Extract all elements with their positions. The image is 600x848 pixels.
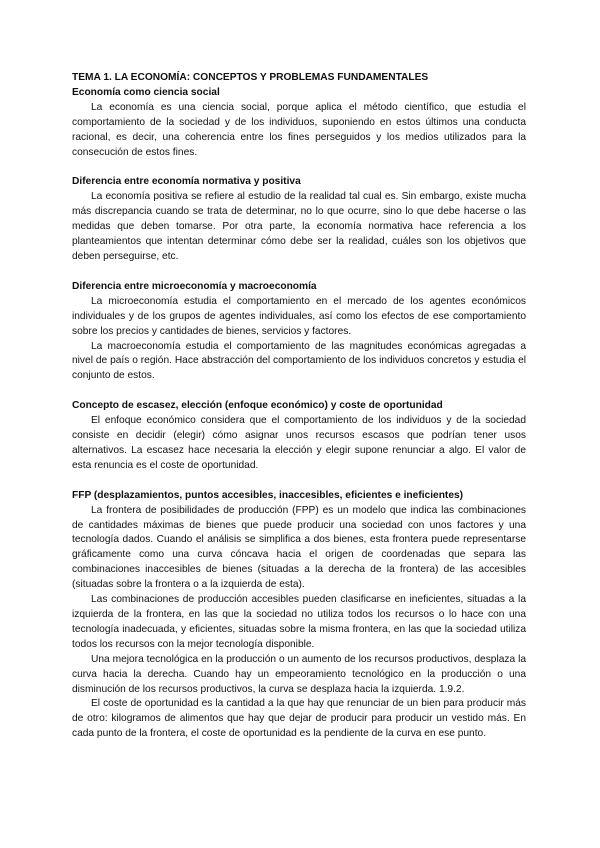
section-heading: FFP (desplazamientos, puntos accesibles, inaccesibles, eficientes e ineficientes)	[72, 489, 464, 501]
paragraph: Las combinaciones de producción accesibles pueden clasificarse en ineficientes, situadas a la izquierda de la frontera, en las que la sociedad no utiliza todos los recursos o lo hace con una tecnología inadecuada, y eficientes, situadas sobre la misma frontera, en las que la sociedad utiliza todos los recursos con la mejor tecnología disponible.	[72, 594, 526, 650]
paragraph: La economía positiva se refiere al estudio de la realidad tal cual es. Sin embargo, existe mucha más discrepancia cuando se trata de determinar, no lo que ocurre, sino lo que debe hacerse o las medidas que deben tomarse. Por otra parte, la economía normativa hace referencia a los planteamientos que intentan determinar cómo debe ser la realidad, cuáles son los objetivos que deben perseguirse, etc.	[72, 191, 526, 262]
section-gap	[72, 384, 526, 399]
section-ffp	[72, 489, 526, 742]
section-micro-macro	[72, 280, 526, 384]
paragraph: La macroeconomía estudia el comportamiento de las magnitudes económicas agregadas a nivel de país o región. Hace abstracción del comportamiento de los individuos concretos y estudia el conjunto de estos.	[72, 340, 526, 382]
paragraph: El enfoque económico considera que el comportamiento de los individuos y de la sociedad consiste en decidir (elegir) cómo asignar unos recursos escasos que podrían tener usos alternativos. La escasez hace necesaria la elección y elegir supone renunciar a algo. El valor de esta renuncia es el coste de oportunidad.	[72, 415, 526, 471]
document-title: TEMA 1. LA ECONOMÍA: CONCEPTOS Y PROBLEMAS FUNDAMENTALES	[72, 72, 429, 83]
paragraph: La microeconomía estudia el comportamiento en el mercado de los agentes económicos individuales y de los grupos de agentes individuales, así como los efectos de ese comportamiento sobre los precios y cantidades de bienes, servicios y factores.	[72, 295, 526, 337]
section-normativa-positiva	[72, 175, 526, 264]
section-heading: Diferencia entre microeconomía y macroeconomía	[72, 280, 317, 292]
section-gap	[72, 474, 526, 489]
paragraph: El coste de oportunidad es la cantidad a la que hay que renunciar de un bien para producir más de otro: kilogramos de alimentos que hay que dejar de producir para producir un vestido más. En cada punto de la frontera, el coste de oportunidad es la pendiente de la curva en ese punto.	[72, 698, 526, 740]
section-heading: Economía como ciencia social	[72, 86, 220, 98]
paragraph: La economía es una ciencia social, porque aplica el método científico, que estudia el comportamiento de la sociedad y de los individuos, suponiendo en estos últimos una conducta racional, es decir, una coherencia entre los fines perseguidos y los medios utilizados para la consecución de estos fines.	[72, 101, 526, 158]
section-heading: Diferencia entre economía normativa y positiva	[72, 176, 301, 188]
section-gap	[72, 160, 526, 175]
document-page	[72, 71, 526, 742]
paragraph: La frontera de posibilidades de producción (FPP) es un modelo que indica las combinaciones de cantidades máximas de bienes que puede producir una sociedad con unos factores y una tecnología dados. Cuando el análisis se simplifica a dos bienes, esta frontera puede representarse gráficamente como una curva cóncava hacia el origen de coordenadas que separa las combinaciones inaccesibles de bienes (situadas a la derecha de la frontera) de las accesibles (situadas sobre la frontera o a la izquierda de esta).	[72, 504, 526, 591]
section-escasez-eleccion	[72, 399, 526, 474]
section-gap	[72, 265, 526, 280]
section-heading: Concepto de escasez, elección (enfoque económico) y coste de oportunidad	[72, 400, 443, 412]
section-economia-ciencia-social	[72, 86, 526, 161]
paragraph: Una mejora tecnológica en la producción o un aumento de los recursos productivos, desplaza la curva hacia la derecha. Cuando hay un empeoramiento tecnológico en la producción o una disminución de los recursos productivos, la curva se desplaza hacia la izquierda. 1.9.2.	[72, 653, 526, 695]
